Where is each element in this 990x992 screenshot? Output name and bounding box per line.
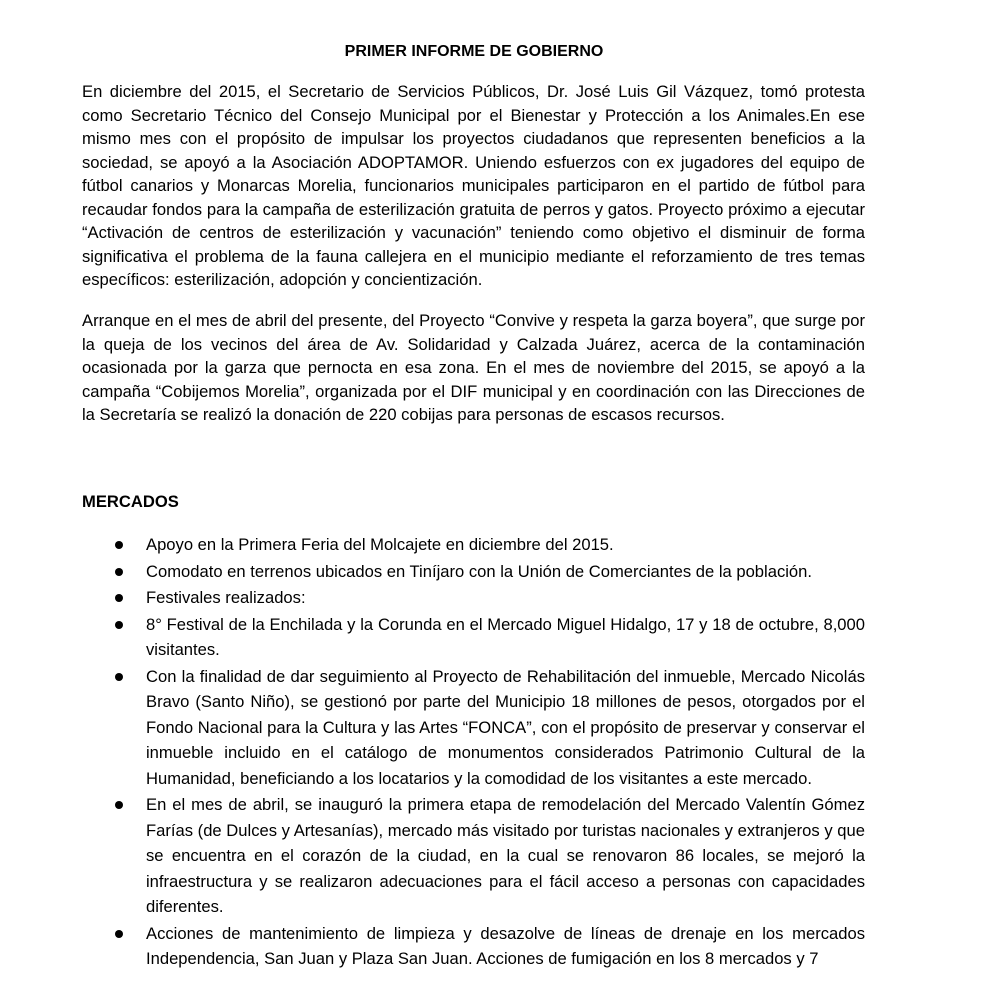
list-item-text: En el mes de abril, se inauguró la primera etapa de remodelación del Mercado Valentín Gómez Farías (de Dulces y Artesanías), mercado más visitado por turistas nacionales y extranjeros y que se encuentra en el corazón de la ciudad, en la cual se renovaron 86 locales, se mejoró la infraestructura y se realizaron adecuaciones para el fácil acceso a personas con capacidades diferentes. — [146, 795, 865, 916]
section-heading-mercados: MERCADOS — [82, 492, 179, 511]
list-item — [82, 792, 865, 920]
bullet-icon — [115, 621, 123, 629]
list-item — [82, 585, 865, 611]
bullet-icon — [115, 930, 123, 938]
list-item — [82, 664, 865, 792]
list-item-text: Festivales realizados: — [146, 588, 306, 607]
list-item — [82, 532, 865, 558]
list-item-text: 8° Festival de la Enchilada y la Corunda en el Mercado Miguel Hidalgo, 17 y 18 de octubre, 8,000 visitantes. — [146, 614, 865, 659]
bullet-icon — [115, 568, 123, 576]
bullet-icon — [115, 541, 123, 549]
bullet-icon — [115, 594, 123, 602]
paragraph-animal-welfare: En diciembre del 2015, el Secretario de Servicios Públicos, Dr. José Luis Gil Vázquez, tomó protesta como Secretario Técnico del Consejo Municipal por el Bienestar y Protección a los Animales.En ese mismo mes con el propósito de impulsar los proyectos ciudadanos que representen beneficios a la sociedad, se apoyó a la Asociación ADOPTAMOR. Uniendo esfuerzos con ex jugadores del equipo de fútbol canarios y Monarcas Morelia, funcionarios municipales participaron en el partido de fútbol para recaudar fondos para la campaña de esterilización gratuita de perros y gatos. Proyecto próximo a ejecutar “Activación de centros de esterilización y vacunación” teniendo como objetivo el disminuir de forma significativa el problema de la fauna callejera en el municipio mediante el reforzamiento de tres temas específicos: esterilización, adopción y concientización. — [82, 82, 865, 289]
list-item-text: Acciones de mantenimiento de limpieza y desazolve de líneas de drenaje en los mercados Independencia, San Juan y Plaza San Juan. Acciones de fumigación en los 8 mercados y 7 — [146, 923, 865, 968]
list-item — [82, 559, 865, 585]
bullet-icon — [115, 801, 123, 809]
list-item — [82, 612, 865, 663]
mercados-bullet-list — [82, 532, 865, 973]
list-item-text: Apoyo en la Primera Feria del Molcajete en diciembre del 2015. — [146, 535, 614, 554]
list-item-text: Con la finalidad de dar seguimiento al Proyecto de Rehabilitación del inmueble, Mercado Nicolás Bravo (Santo Niño), se gestionó por parte del Municipio 18 millones de pesos, otorgados por el Fondo Nacional para la Cultura y las Artes “FONCA”, con el propósito de preservar y conservar el inmueble incluido en el catálogo de monumentos considerados Patrimonio Cultural de la Humanidad, beneficiando a los locatarios y la comodidad de los visitantes a este mercado. — [146, 666, 865, 788]
bullet-icon — [115, 673, 123, 681]
list-item-text: Comodato en terrenos ubicados en Tiníjaro con la Unión de Comerciantes de la población. — [146, 561, 812, 581]
page-title: PRIMER INFORME DE GOBIERNO — [344, 43, 604, 60]
paragraph-garza-boyera: Arranque en el mes de abril del presente, del Proyecto “Convive y respeta la garza boyera”, que surge por la queja de los vecinos del área de Av. Solidaridad y Calzada Juárez, acerca de la contaminación ocasionada por la garza que pernocta en esa zona. En el mes de noviembre del 2015, se apoyó a la campaña “Cobijemos Morelia”, organizada por el DIF municipal y en coordinación con las Direcciones de la Secretaría se realizó la donación de 220 cobijas para personas de escasos recursos. — [82, 311, 865, 424]
list-item — [82, 921, 865, 972]
